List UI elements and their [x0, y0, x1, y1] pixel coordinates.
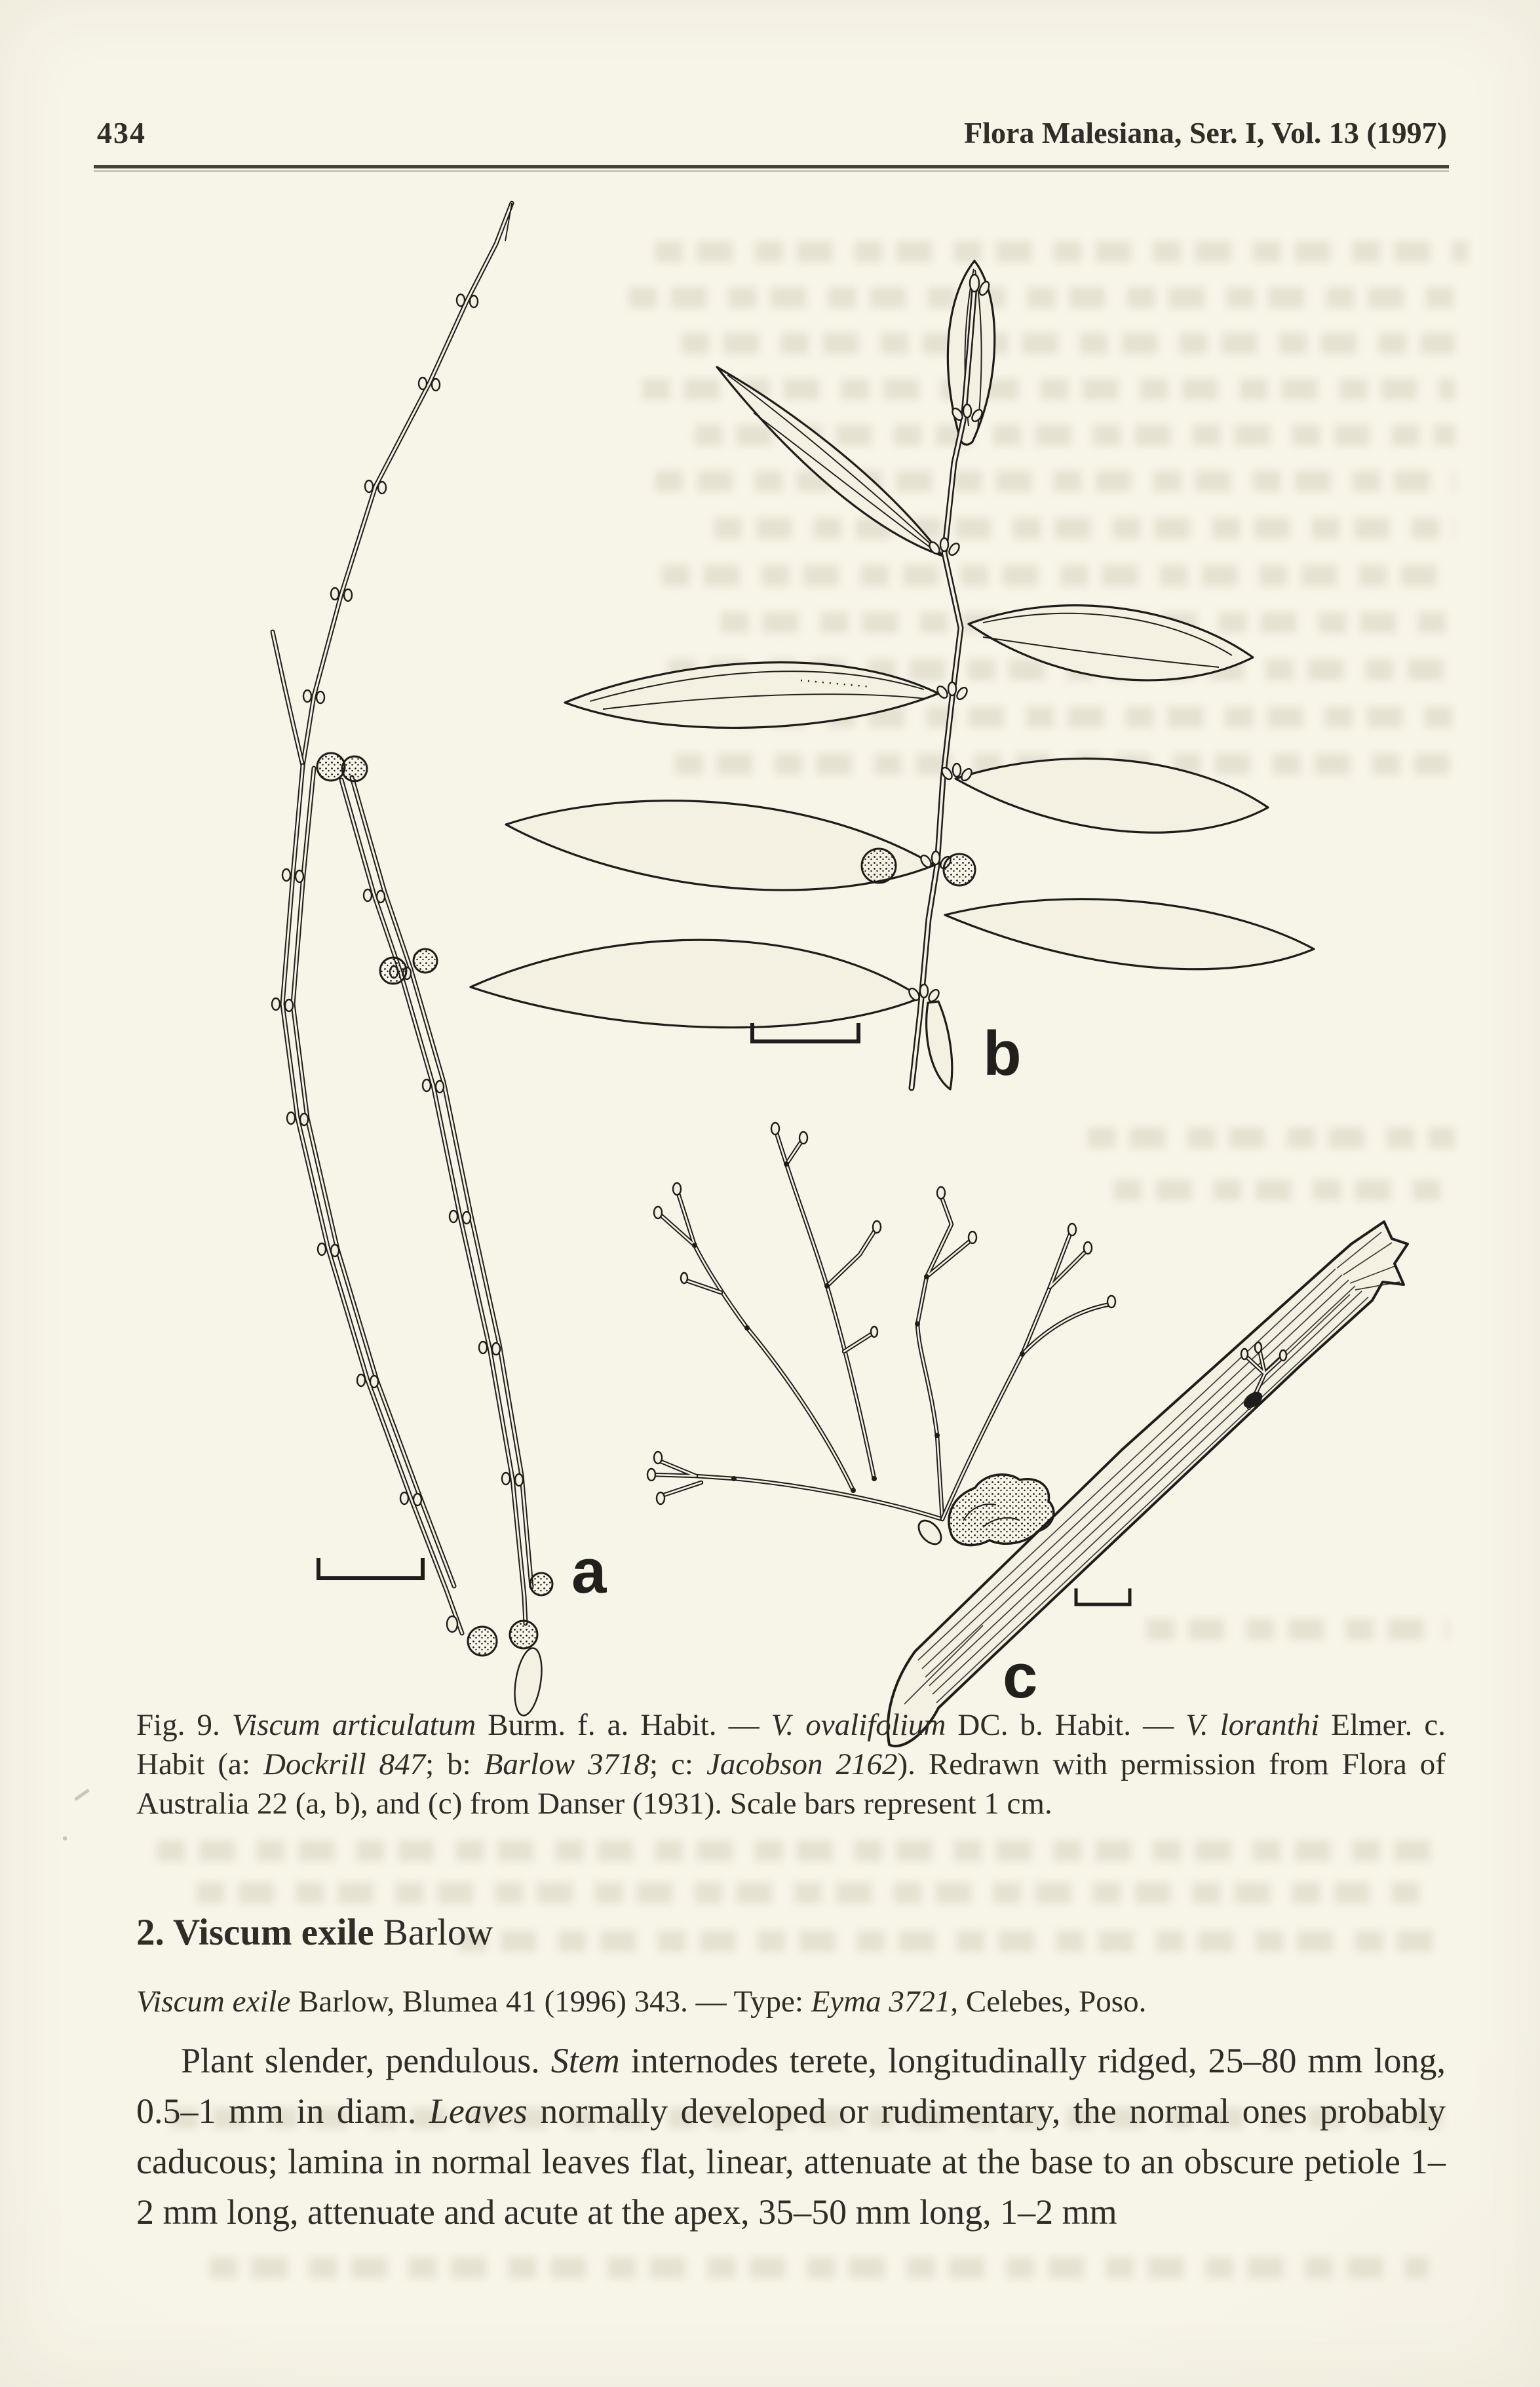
- figure-label-b: b: [983, 1019, 1022, 1089]
- figure-label-a: a: [571, 1536, 607, 1606]
- scale-bar-c: [1076, 1590, 1130, 1604]
- figure-caption: Fig. 9. Viscum articulatum Burm. f. a. Habit. — V. ovalifolium DC. b. Habit. — V. loranthi Elmer. c. Habit (a: Dockrill 847; b: Barlow 3718; c: Jacobson 2162). Redrawn with permission from Flora of Australia 22 (a, b), and (c) from Danser (1931). Scale bars represent 1 cm.: [136, 1708, 1446, 1821]
- plant-b-drawing: [471, 261, 1314, 1089]
- description-paragraph: Plant slender, pendulous. Stem internodes terete, longitudinally ridged, 25–80 mm long, 0.5–1 mm in diam. Leaves normally developed or rudimentary, the normal ones probably caducous; lamina in normal leaves flat, linear, attenuate at the base to an obscure petiole 1–2 mm long, attenuate and acute at the apex, 35–50 mm long, 1–2 mm: [136, 2041, 1446, 2232]
- page-number: 434: [97, 116, 146, 149]
- figure-label-c: c: [1003, 1641, 1038, 1711]
- scale-bar-a: [318, 1560, 423, 1578]
- species-heading: 2. Viscum exile Barlow: [136, 1912, 493, 1953]
- running-head: Flora Malesiana, Ser. I, Vol. 13 (1997): [964, 116, 1447, 149]
- plant-a-drawing: [272, 203, 552, 1717]
- synonymy-line: Viscum exile Barlow, Blumea 41 (1996) 343. — Type: Eyma 3721, Celebes, Poso.: [136, 1985, 1147, 2019]
